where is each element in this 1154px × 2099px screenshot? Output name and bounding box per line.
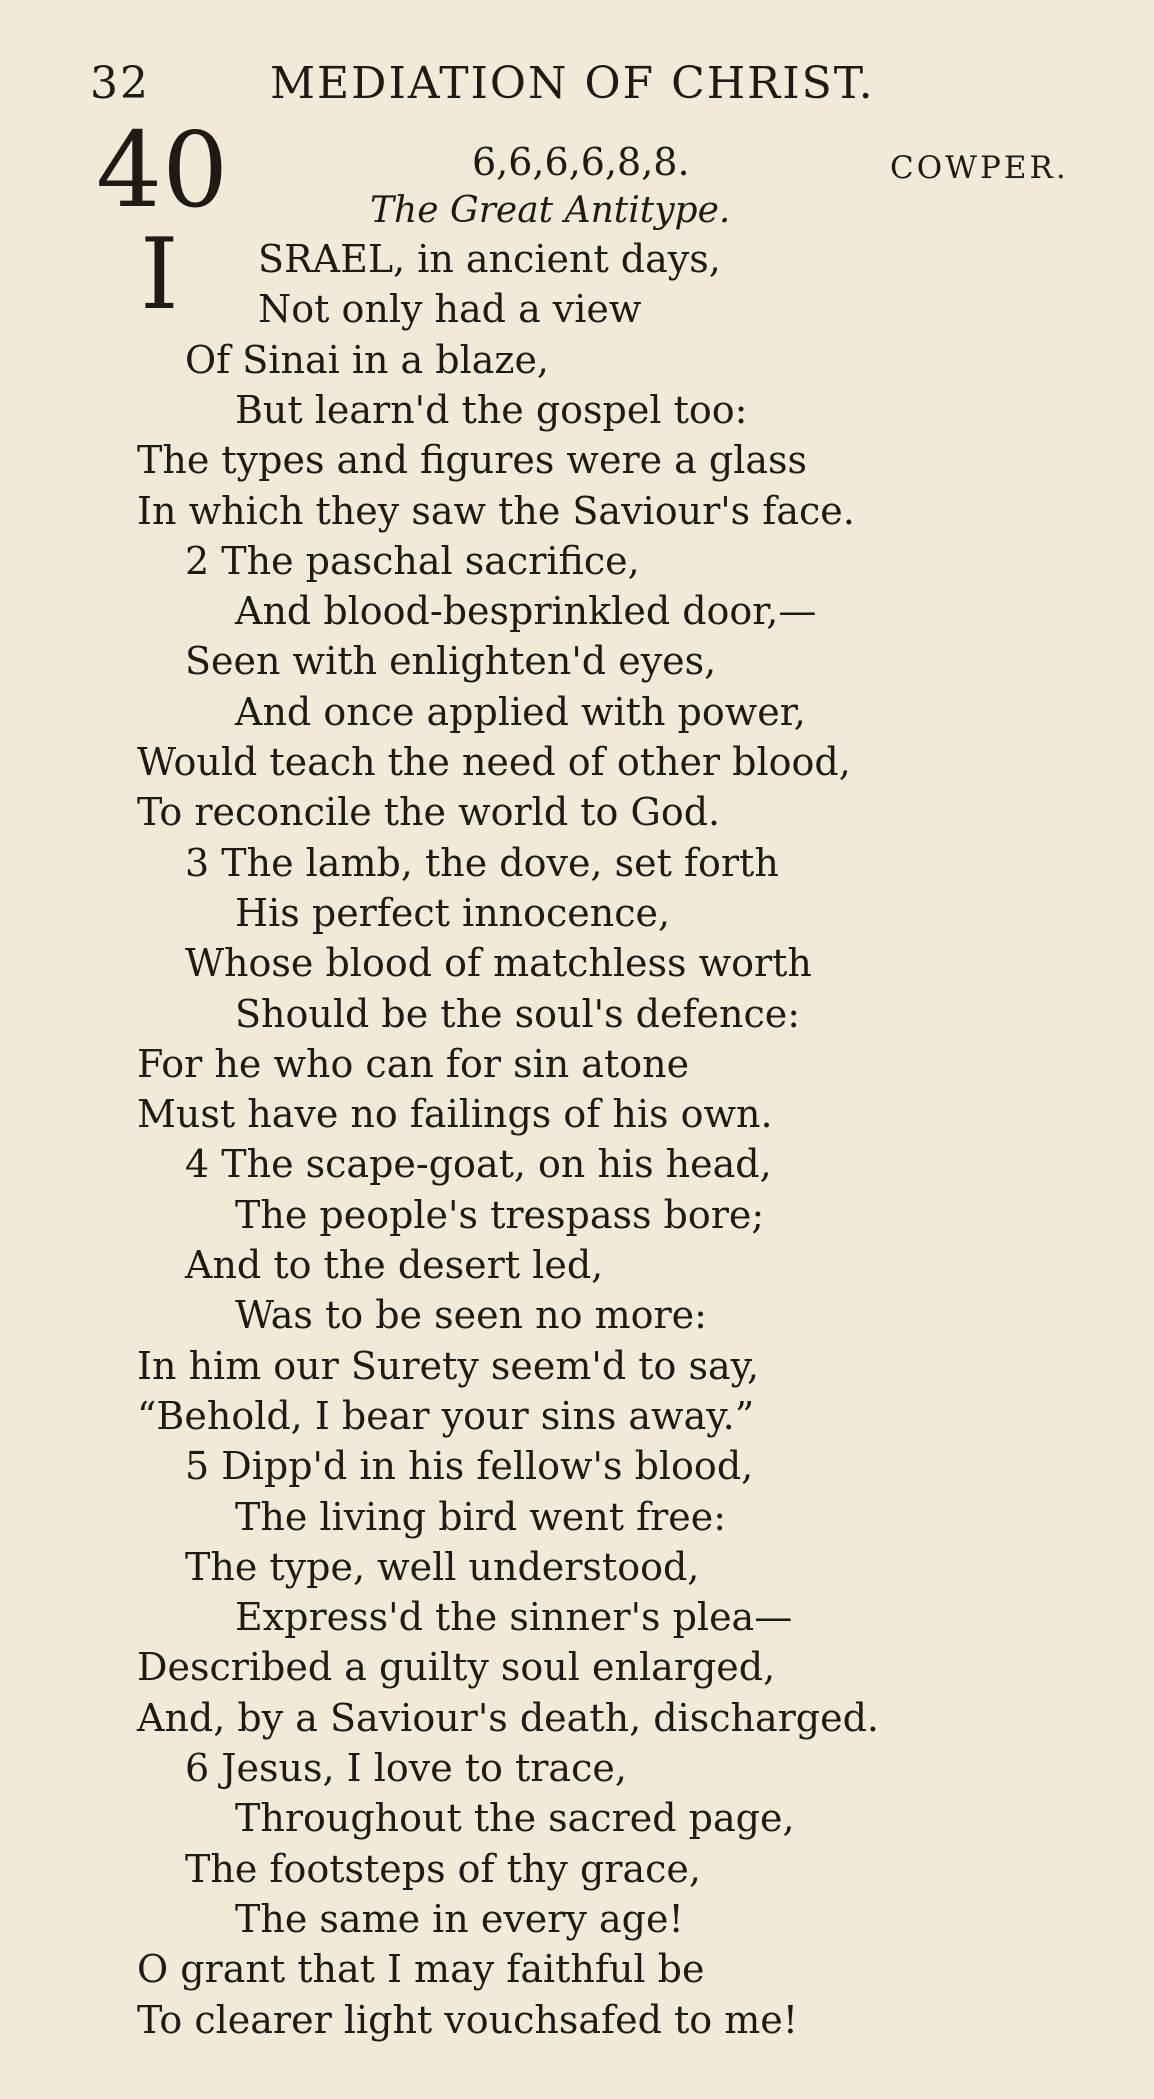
hymn-line: Whose blood of matchless worth (185, 941, 812, 986)
hymn-line: Seen with enlighten'd eyes, (185, 639, 717, 684)
hymn-meter: 6,6,6,6,8,8. (472, 140, 690, 184)
hymn-line: 6 Jesus, I love to trace, (185, 1746, 627, 1790)
hymn-line: The footsteps of thy grace, (185, 1846, 701, 1891)
hymn-line: 4 The scape-goat, on his head, (185, 1142, 772, 1187)
hymn-line: Express'd the sinner's plea— (235, 1595, 793, 1640)
hymn-line: To clearer light vouchsafed to me! (137, 1997, 798, 2042)
hymn-line: And once applied with power, (235, 689, 806, 734)
hymn-line: The type, well understood, (185, 1544, 700, 1589)
hymn-line: 5 Dipp'd in his fellow's blood, (185, 1444, 754, 1489)
hymn-line: For he who can for sin atone (137, 1041, 690, 1086)
hymn-line: The living bird went free: (235, 1494, 727, 1539)
hymn-line: In him our Surety seem'd to say, (137, 1343, 760, 1388)
hymn-line: His perfect innocence, (235, 890, 671, 935)
hymn-number: 40 (96, 109, 229, 231)
hymn-line: Described a guilty soul enlarged, (137, 1645, 776, 1690)
hymn-line: O grant that I may faithful be (137, 1947, 705, 1992)
hymn-line: Was to be seen no more: (235, 1293, 707, 1338)
hymn-author: COWPER. (890, 150, 1069, 186)
hymn-line: SRAEL, in ancient days, (258, 237, 721, 281)
hymn-line: And, by a Saviour's death, discharged. (137, 1695, 880, 1740)
hymn-line: Must have no failings of his own. (137, 1092, 773, 1137)
running-title: MEDIATION OF CHRIST. (270, 58, 875, 109)
hymn-title: The Great Antitype. (370, 190, 731, 231)
hymn-line: Throughout the sacred page, (235, 1796, 795, 1841)
hymn-line: The types and figures were a glass (137, 438, 808, 483)
hymn-line: And blood-besprinkled door,— (235, 589, 817, 634)
hymn-line: Not only had a view (258, 287, 642, 332)
hymn-line: To reconcile the world to God. (137, 790, 721, 835)
hymn-line: 2 The paschal sacrifice, (185, 538, 640, 583)
hymn-line: The people's trespass bore; (235, 1192, 765, 1237)
hymn-line: 3 The lamb, the dove, set forth (185, 840, 779, 885)
hymn-line: In which they saw the Saviour's face. (137, 488, 855, 533)
page-number: 32 (90, 58, 150, 109)
drop-cap: I (140, 218, 179, 332)
hymn-line: But learn'd the gospel too: (235, 387, 748, 432)
hymn-line: Of Sinai in a blaze, (185, 337, 550, 382)
hymn-line: Would teach the need of other blood, (137, 740, 851, 784)
hymn-line: Should be the soul's defence: (235, 991, 801, 1036)
hymn-line: The same in every age! (235, 1896, 684, 1941)
hymn-line: And to the desert led, (185, 1243, 604, 1287)
hymn-line: “Behold, I bear your sins away.” (137, 1393, 755, 1438)
